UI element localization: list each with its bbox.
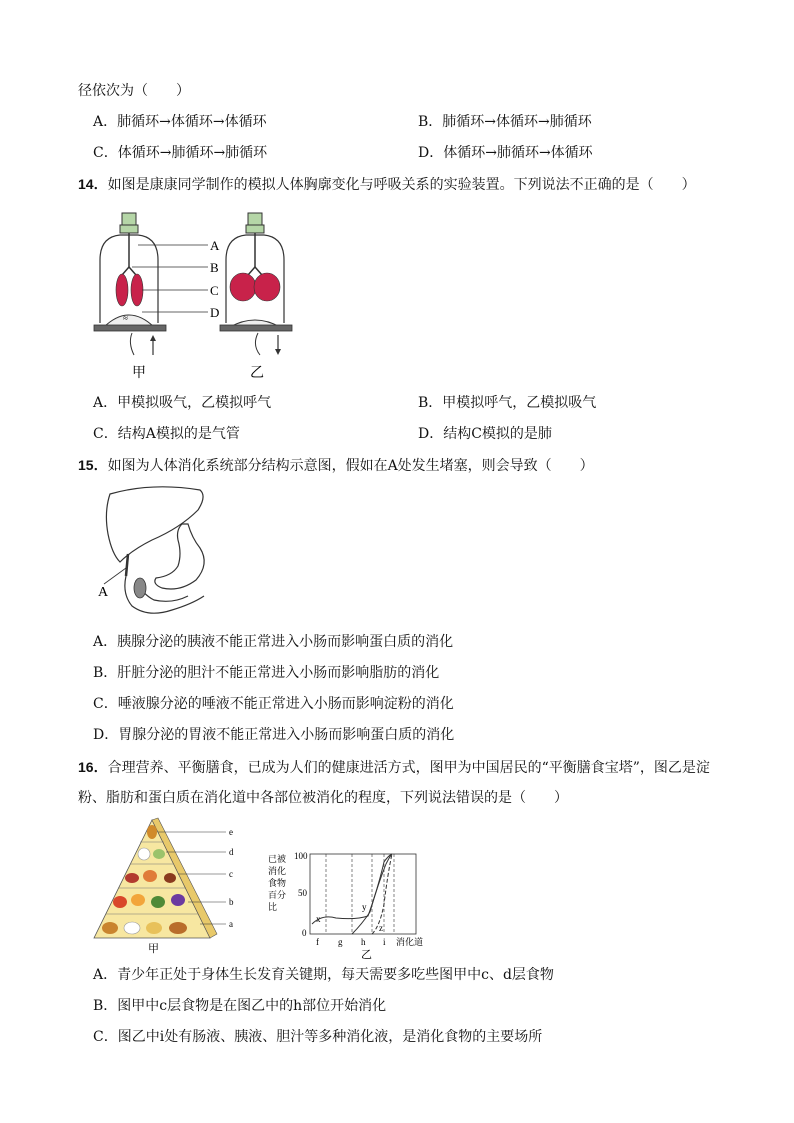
q14-number: 14． [78,176,108,192]
chart-xtick-f: f [316,937,319,947]
chart-ylabel-1: 已被 [268,854,287,864]
chart-ytick-0: 0 [302,928,307,938]
curve-label-y: y [362,902,367,912]
pyramid-caption: 甲 [148,943,159,955]
q15-number: 15． [78,457,108,473]
chart-xtick-g: g [338,937,343,947]
q13-option-a[interactable]: A．肺循环→体循环→体循环 [93,114,267,130]
q14-label-c: C [210,283,219,298]
pyramid-label-c: c [229,869,233,879]
q16-option-a[interactable]: A．青少年正处于身体生长发育关键期，每天需要多吃些图甲中c、d层食物 [93,967,554,983]
chart-ylabel-3: 食物 [268,878,287,888]
pyramid-label-b: b [229,897,234,907]
chart-ylabel-2: 消化 [268,866,287,876]
chart-ytick-50: 50 [298,888,307,898]
q15-digestive-figure [92,484,222,624]
q16-option-b[interactable]: B．图甲中c层食物是在图乙中的h部位开始消化 [93,998,387,1014]
chart-caption: 乙 [361,949,372,960]
bell-jar-left [94,213,166,355]
q14-label-a: A [210,238,220,253]
q15-option-d[interactable]: D．胃腺分泌的胃液不能正常进入小肠而影响蛋白质的消化 [93,727,455,743]
q14-label-d: D [210,305,220,320]
q14-caption-right: 乙 [250,366,264,381]
q15-stem-text: 如图为人体消化系统部分结构示意图，假如在A处发生堵塞，则会导致（ ） [107,458,594,474]
q16-digestion-chart [266,848,441,960]
q14-caption-left: 甲 [132,366,146,381]
q14-option-d[interactable]: D．结构C模拟的是肺 [418,426,552,442]
q15-stem [78,456,594,475]
chart-ylabel-4: 百分 [268,890,287,900]
q13-option-b[interactable]: B．肺循环→体循环→肺循环 [418,114,592,130]
q14-stem [78,175,696,194]
q14-option-b[interactable]: B．甲模拟呼气，乙模拟吸气 [418,395,597,411]
chart-ytick-100: 100 [294,851,308,861]
q15-label-a: A [98,585,109,600]
q14-option-c[interactable]: C．结构A模拟的是气管 [93,426,240,442]
chart-xtick-h: h [361,937,366,947]
q16-number: 16． [78,759,108,775]
q14-bell-jar-figure [90,205,320,385]
q14-stem-text: 如图是康康同学制作的模拟人体胸廓变化与呼吸关系的实验装置。下列说法不正确的是（ ） [107,177,696,193]
q14-option-a[interactable]: A．甲模拟吸气，乙模拟呼气 [93,395,272,411]
q16-stem-line2: 粉、脂肪和蛋白质在消化道中各部位被消化的程度，下列说法错误的是（ ） [78,790,568,806]
q14-label-b: B [210,260,219,275]
q15-option-b[interactable]: B．肝脏分泌的胆汁不能正常进入小肠而影响脂肪的消化 [93,665,440,681]
bell-jar-right [220,213,292,355]
chart-xtick-i: i [383,937,386,947]
pyramid-label-d: d [229,847,234,857]
q15-option-c[interactable]: C．唾液腺分泌的唾液不能正常进入小肠而影响淀粉的消化 [93,696,454,712]
q13-option-c[interactable]: C．体循环→肺循环→肺循环 [93,145,268,161]
q16-option-c[interactable]: C．图乙中i处有肠液、胰液、胆汁等多种消化液，是消化食物的主要场所 [93,1029,543,1045]
curve-label-x: x [316,914,321,924]
svg-text:≈: ≈ [123,313,128,323]
q16-food-pyramid [92,816,252,958]
q16-stem-text-1: 合理营养、平衡膳食，已成为人们的健康进活方式，图甲为中国居民的“平衡膳食宝塔”，图乙是淀 [107,760,710,776]
q16-stem-line1 [78,758,710,777]
curve-label-z: z [379,923,383,933]
pyramid-label-e: e [229,827,233,837]
q13-option-d[interactable]: D．体循环→肺循环→体循环 [418,145,593,161]
q15-option-a[interactable]: A．胰腺分泌的胰液不能正常进入小肠而影响蛋白质的消化 [93,634,454,650]
chart-ylabel-5: 比 [268,902,278,912]
chart-xlabel: 消化道 [396,937,424,947]
pyramid-label-a: a [229,919,233,929]
q13-stem-tail: 径依次为（ ） [78,83,190,99]
